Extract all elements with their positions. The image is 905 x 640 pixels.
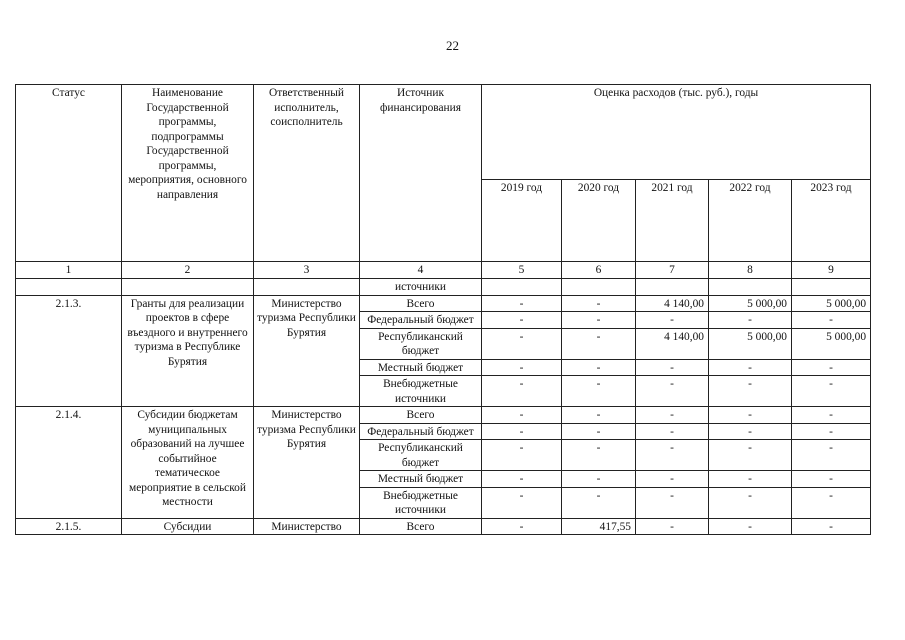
value-cell: 5 000,00 — [792, 328, 871, 359]
header-executor: Ответственный исполнитель, соисполнитель — [254, 85, 360, 262]
source-cell: Всего — [360, 295, 482, 312]
value-cell: 4 140,00 — [636, 295, 709, 312]
source-cell: Республиканский бюджет — [360, 328, 482, 359]
value-cell: - — [482, 518, 562, 535]
value-cell: - — [636, 518, 709, 535]
value-cell: - — [482, 407, 562, 424]
source-cell: источники — [360, 279, 482, 296]
value-cell: - — [792, 359, 871, 376]
value-cell: - — [562, 312, 636, 329]
value-cell: - — [709, 423, 792, 440]
value-cell: - — [792, 407, 871, 424]
source-cell: Местный бюджет — [360, 471, 482, 488]
value-cell: - — [562, 328, 636, 359]
value-cell: 5 000,00 — [709, 328, 792, 359]
value-cell: - — [482, 295, 562, 312]
header-year: 2022 год — [709, 180, 792, 262]
column-index-row — [16, 262, 871, 279]
value-cell: - — [562, 359, 636, 376]
value-cell: - — [792, 487, 871, 518]
header-year: 2023 год — [792, 180, 871, 262]
value-cell: - — [792, 471, 871, 488]
value-cell: - — [482, 440, 562, 471]
executor-cell: Министерство туризма Республики Бурятия — [254, 295, 360, 407]
value-cell: - — [709, 376, 792, 407]
value-cell: - — [562, 407, 636, 424]
header-expenses: Оценка расходов (тыс. руб.), годы — [482, 85, 871, 180]
source-cell: Внебюджетные источники — [360, 487, 482, 518]
value-cell: - — [636, 487, 709, 518]
value-cell: - — [636, 440, 709, 471]
source-cell: Внебюджетные источники — [360, 376, 482, 407]
value-cell: - — [562, 440, 636, 471]
value-cell: - — [709, 440, 792, 471]
column-index: 3 — [254, 262, 360, 279]
table-row — [16, 518, 871, 535]
value-cell: - — [792, 518, 871, 535]
value-cell: 4 140,00 — [636, 328, 709, 359]
status-cell: 2.1.4. — [16, 407, 122, 519]
value-cell: - — [636, 423, 709, 440]
page-number: 22 — [446, 38, 459, 53]
value-cell: - — [792, 440, 871, 471]
column-index: 5 — [482, 262, 562, 279]
status-cell: 2.1.3. — [16, 295, 122, 407]
value-cell: - — [562, 471, 636, 488]
header-name: Наименование Государственной программы, подпрограммы Государственной программы, мероприятия, основного направления — [122, 85, 254, 262]
source-cell: Республиканский бюджет — [360, 440, 482, 471]
value-cell: - — [562, 487, 636, 518]
value-cell: - — [792, 312, 871, 329]
source-cell: Всего — [360, 407, 482, 424]
header-year: 2019 год — [482, 180, 562, 262]
table-row — [16, 295, 871, 312]
name-cell: Субсидии бюджетам муниципальных образований на лучшее событийное тематическое мероприятие в сельской местности — [122, 407, 254, 519]
header-source: Источник финансирования — [360, 85, 482, 262]
value-cell: - — [709, 359, 792, 376]
name-cell: Субсидии — [122, 518, 254, 535]
value-cell: - — [636, 407, 709, 424]
value-cell: 5 000,00 — [792, 295, 871, 312]
source-cell: Федеральный бюджет — [360, 312, 482, 329]
header-year: 2020 год — [562, 180, 636, 262]
value-cell: - — [709, 407, 792, 424]
column-index: 6 — [562, 262, 636, 279]
value-cell: - — [482, 423, 562, 440]
source-cell: Федеральный бюджет — [360, 423, 482, 440]
value-cell: - — [636, 376, 709, 407]
value-cell: - — [482, 328, 562, 359]
name-cell: Гранты для реализации проектов в сфере въездного и внутреннего туризма в Республике Бурятия — [122, 295, 254, 407]
status-cell: 2.1.5. — [16, 518, 122, 535]
column-index: 4 — [360, 262, 482, 279]
value-cell: - — [562, 295, 636, 312]
value-cell: - — [562, 376, 636, 407]
table-header — [16, 85, 871, 279]
value-cell: - — [636, 359, 709, 376]
value-cell: - — [792, 376, 871, 407]
value-cell: - — [709, 312, 792, 329]
column-index: 9 — [792, 262, 871, 279]
value-cell: - — [709, 471, 792, 488]
header-year: 2021 год — [636, 180, 709, 262]
value-cell: - — [482, 487, 562, 518]
executor-cell: Министерство — [254, 518, 360, 535]
value-cell: - — [482, 471, 562, 488]
column-index: 7 — [636, 262, 709, 279]
value-cell: - — [792, 423, 871, 440]
column-index: 8 — [709, 262, 792, 279]
value-cell: - — [482, 359, 562, 376]
column-index: 1 — [16, 262, 122, 279]
value-cell: 5 000,00 — [709, 295, 792, 312]
value-cell: - — [636, 471, 709, 488]
value-cell: 417,55 — [562, 518, 636, 535]
value-cell: - — [482, 312, 562, 329]
value-cell: - — [636, 312, 709, 329]
value-cell: - — [482, 376, 562, 407]
header-status: Статус — [16, 85, 122, 262]
value-cell: - — [562, 423, 636, 440]
executor-cell: Министерство туризма Республики Бурятия — [254, 407, 360, 519]
table-body — [16, 279, 871, 535]
value-cell: - — [709, 487, 792, 518]
table-row — [16, 407, 871, 424]
source-cell: Всего — [360, 518, 482, 535]
continuation-row — [16, 279, 871, 296]
column-index: 2 — [122, 262, 254, 279]
value-cell: - — [709, 518, 792, 535]
budget-table — [15, 84, 871, 535]
source-cell: Местный бюджет — [360, 359, 482, 376]
